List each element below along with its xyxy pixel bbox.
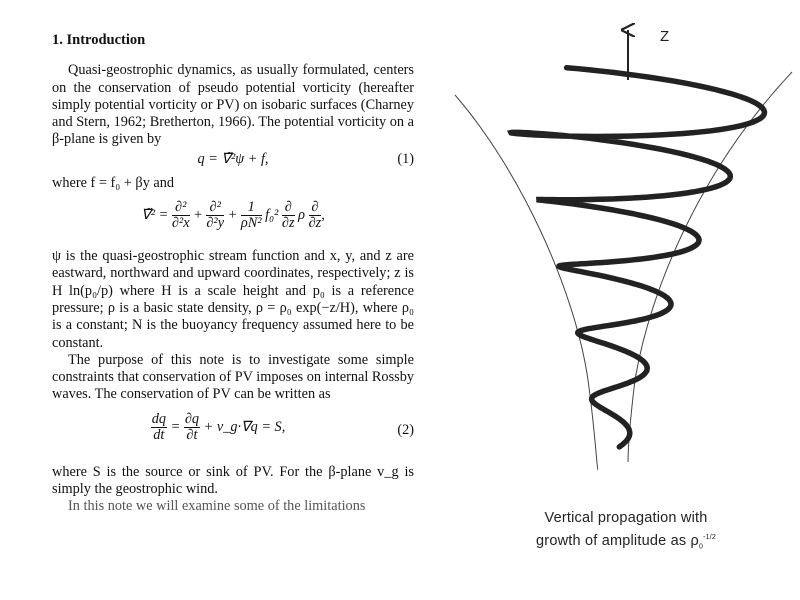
where-f-line: where f = f₀ + βy and	[52, 174, 175, 191]
laplacian-term-5: $\frac{\partial}{\partial z}$	[308, 199, 322, 232]
laplacian-term-1: $\frac{\text{∂²}}{\text{∂²x}}$	[171, 199, 190, 232]
caption-line-1: Vertical propagation with	[544, 510, 708, 526]
eq2-equals: =	[170, 418, 181, 435]
equation-2-number: (2)	[397, 421, 414, 438]
eq2-partial-derivative: $\frac{\partial q}{\partial t}$	[184, 410, 200, 443]
laplacian-term-3: $\frac{1}{\text{ρN²}}$	[240, 199, 262, 232]
paragraph-source-sink: where S is the source or sink of PV. For the β-plane v_g is simply the geostrophic wind.	[52, 463, 414, 498]
laplacian-term-4: $\frac{\partial}{\partial z}$	[281, 199, 295, 232]
equation-1-body: q = ∇̃²ψ + f,	[197, 150, 269, 167]
equation-2	[52, 406, 414, 456]
page-cutoff-mask	[52, 552, 414, 560]
laplacian-term-2: $\frac{\text{∂²}}{\text{∂²y}}$	[206, 199, 225, 232]
section-heading: 1. Introduction	[52, 32, 146, 48]
paragraph-intro: Quasi-geostrophic dynamics, as usually formulated, centers on the conservation of pseudo potential vorticity (hereafter simply potential vorticity or PV) on isobaric surfaces (Charney and Stern, 1962; Bretherton, 1966). The potential vorticity on a β-plane is given by	[52, 62, 414, 148]
equation-laplacian: ∇̃² = $\frac{\text{∂²}}{\text{∂²x}}$ + $\frac{\text{∂²}}{\text{∂²y}}$ + $\frac{1}{\text{ρN²}}$ f₀² $\frac{\partial}{\partial z}$ ρ $\frac{\partial}{\partial z}$ ,	[141, 199, 325, 232]
equation-1-number: (1)	[397, 150, 414, 167]
paragraph-purpose: The purpose of this note is to investigate some simple constraints that conservation of PV imposes on internal Rossby waves. The conservation of PV can be written as	[52, 351, 414, 403]
eq2-rest: + v_g·∇q = S,	[203, 418, 286, 435]
laplacian-lhs: ∇̃² =	[141, 206, 169, 223]
caption-subscript: 0	[699, 543, 704, 551]
equation-1	[52, 151, 414, 173]
paragraph-cut-off: In this note we will examine some of the limitations	[68, 498, 366, 515]
caption-line-2-main: growth of amplitude as ρ	[536, 532, 699, 549]
cone-left-edge	[455, 95, 598, 470]
helix-spiral	[511, 68, 765, 447]
figure-caption	[456, 508, 796, 558]
z-axis-label: Z	[660, 28, 670, 45]
eq2-total-derivative: $\frac{dq}{dt}$	[151, 410, 166, 443]
helix-path	[511, 68, 765, 447]
paper-excerpt	[52, 32, 414, 554]
caption-line-2	[456, 528, 796, 558]
laplacian-rho: ρ	[298, 206, 306, 223]
laplacian-f0sq: f₀²	[265, 206, 279, 223]
paragraph-definitions: ψ is the quasi-geostrophic stream function and x, y, and z are eastward, northward and upward coordinates, respectively; z is H ln(p₀/p) where H is a scale height and p₀ is a reference pressure; ρ is a basic state density, ρ = ρ₀ exp(−z/H), where ρ₀ is a constant; N is the buoyancy frequency assumed here to be constant.	[52, 248, 414, 351]
caption-superscript: -1/2	[703, 534, 716, 541]
